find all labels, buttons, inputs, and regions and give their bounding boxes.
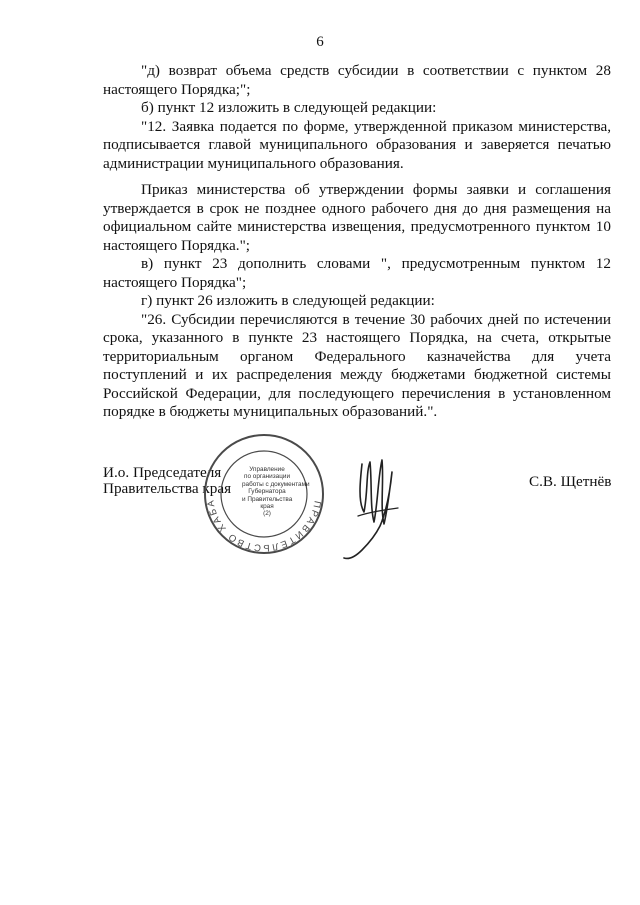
seal-inner-line: по организации <box>243 473 291 481</box>
page-number: 6 <box>316 34 324 50</box>
paragraph: Приказ министерства об утверждении формы заявки и соглашения утверждается в срок не позднее одного рабочего дня до дня размещения на официальном сайте министерства извещения, предусмотренного пунктом 10 настоящего Порядка."; <box>103 181 611 254</box>
seal-ring-text: ПРАВИТЕЛЬСТВО ХАБА <box>205 497 323 554</box>
seal-inner-line: Губернатора <box>248 488 286 496</box>
official-seal <box>202 432 326 556</box>
paragraph: "26. Субсидии перечисляются в течение 30 рабочих дней по истечении срока, указанного в пункте 23 настоящего Порядка, на счета, открытые территориальным органом Федерального казначейства для учета поступлений и их распределения между бюджетами бюджетной системы Российской Федерации, для последующего перечисления в установленном порядке в бюджеты муниципальных образований.". <box>103 310 611 420</box>
handwritten-signature <box>340 452 410 562</box>
paragraph: б) пункт 12 изложить в следующей редакции: <box>141 99 437 116</box>
signer-name: С.В. Щетнёв <box>529 473 612 490</box>
signer-position-line: И.о. Председателя <box>103 464 222 481</box>
seal-inner-line: края <box>260 503 274 511</box>
paragraph: г) пункт 26 изложить в следующей редакции: <box>141 292 435 309</box>
document-body <box>103 62 611 422</box>
seal-inner-line: (2) <box>263 510 271 518</box>
paragraph: в) пункт 23 дополнить словами ", предусмотренным пунктом 12 настоящего Порядка"; <box>103 255 611 291</box>
signer-position-line: Правительства края <box>103 480 232 497</box>
seal-inner-line: и Правительства <box>242 495 293 503</box>
paragraph: "12. Заявка подается по форме, утвержденной приказом министерства, подписывается главой муниципального образования и заверяется печатью администрации муниципального образования. <box>103 117 611 172</box>
seal-inner-line: Управление <box>249 466 285 473</box>
seal-inner-line: работы с документами <box>242 480 310 488</box>
seal-inner-text <box>242 466 310 518</box>
paragraph: "д) возврат объема средств субсидии в соответствии с пунктом 28 настоящего Порядка;"; <box>103 62 611 98</box>
